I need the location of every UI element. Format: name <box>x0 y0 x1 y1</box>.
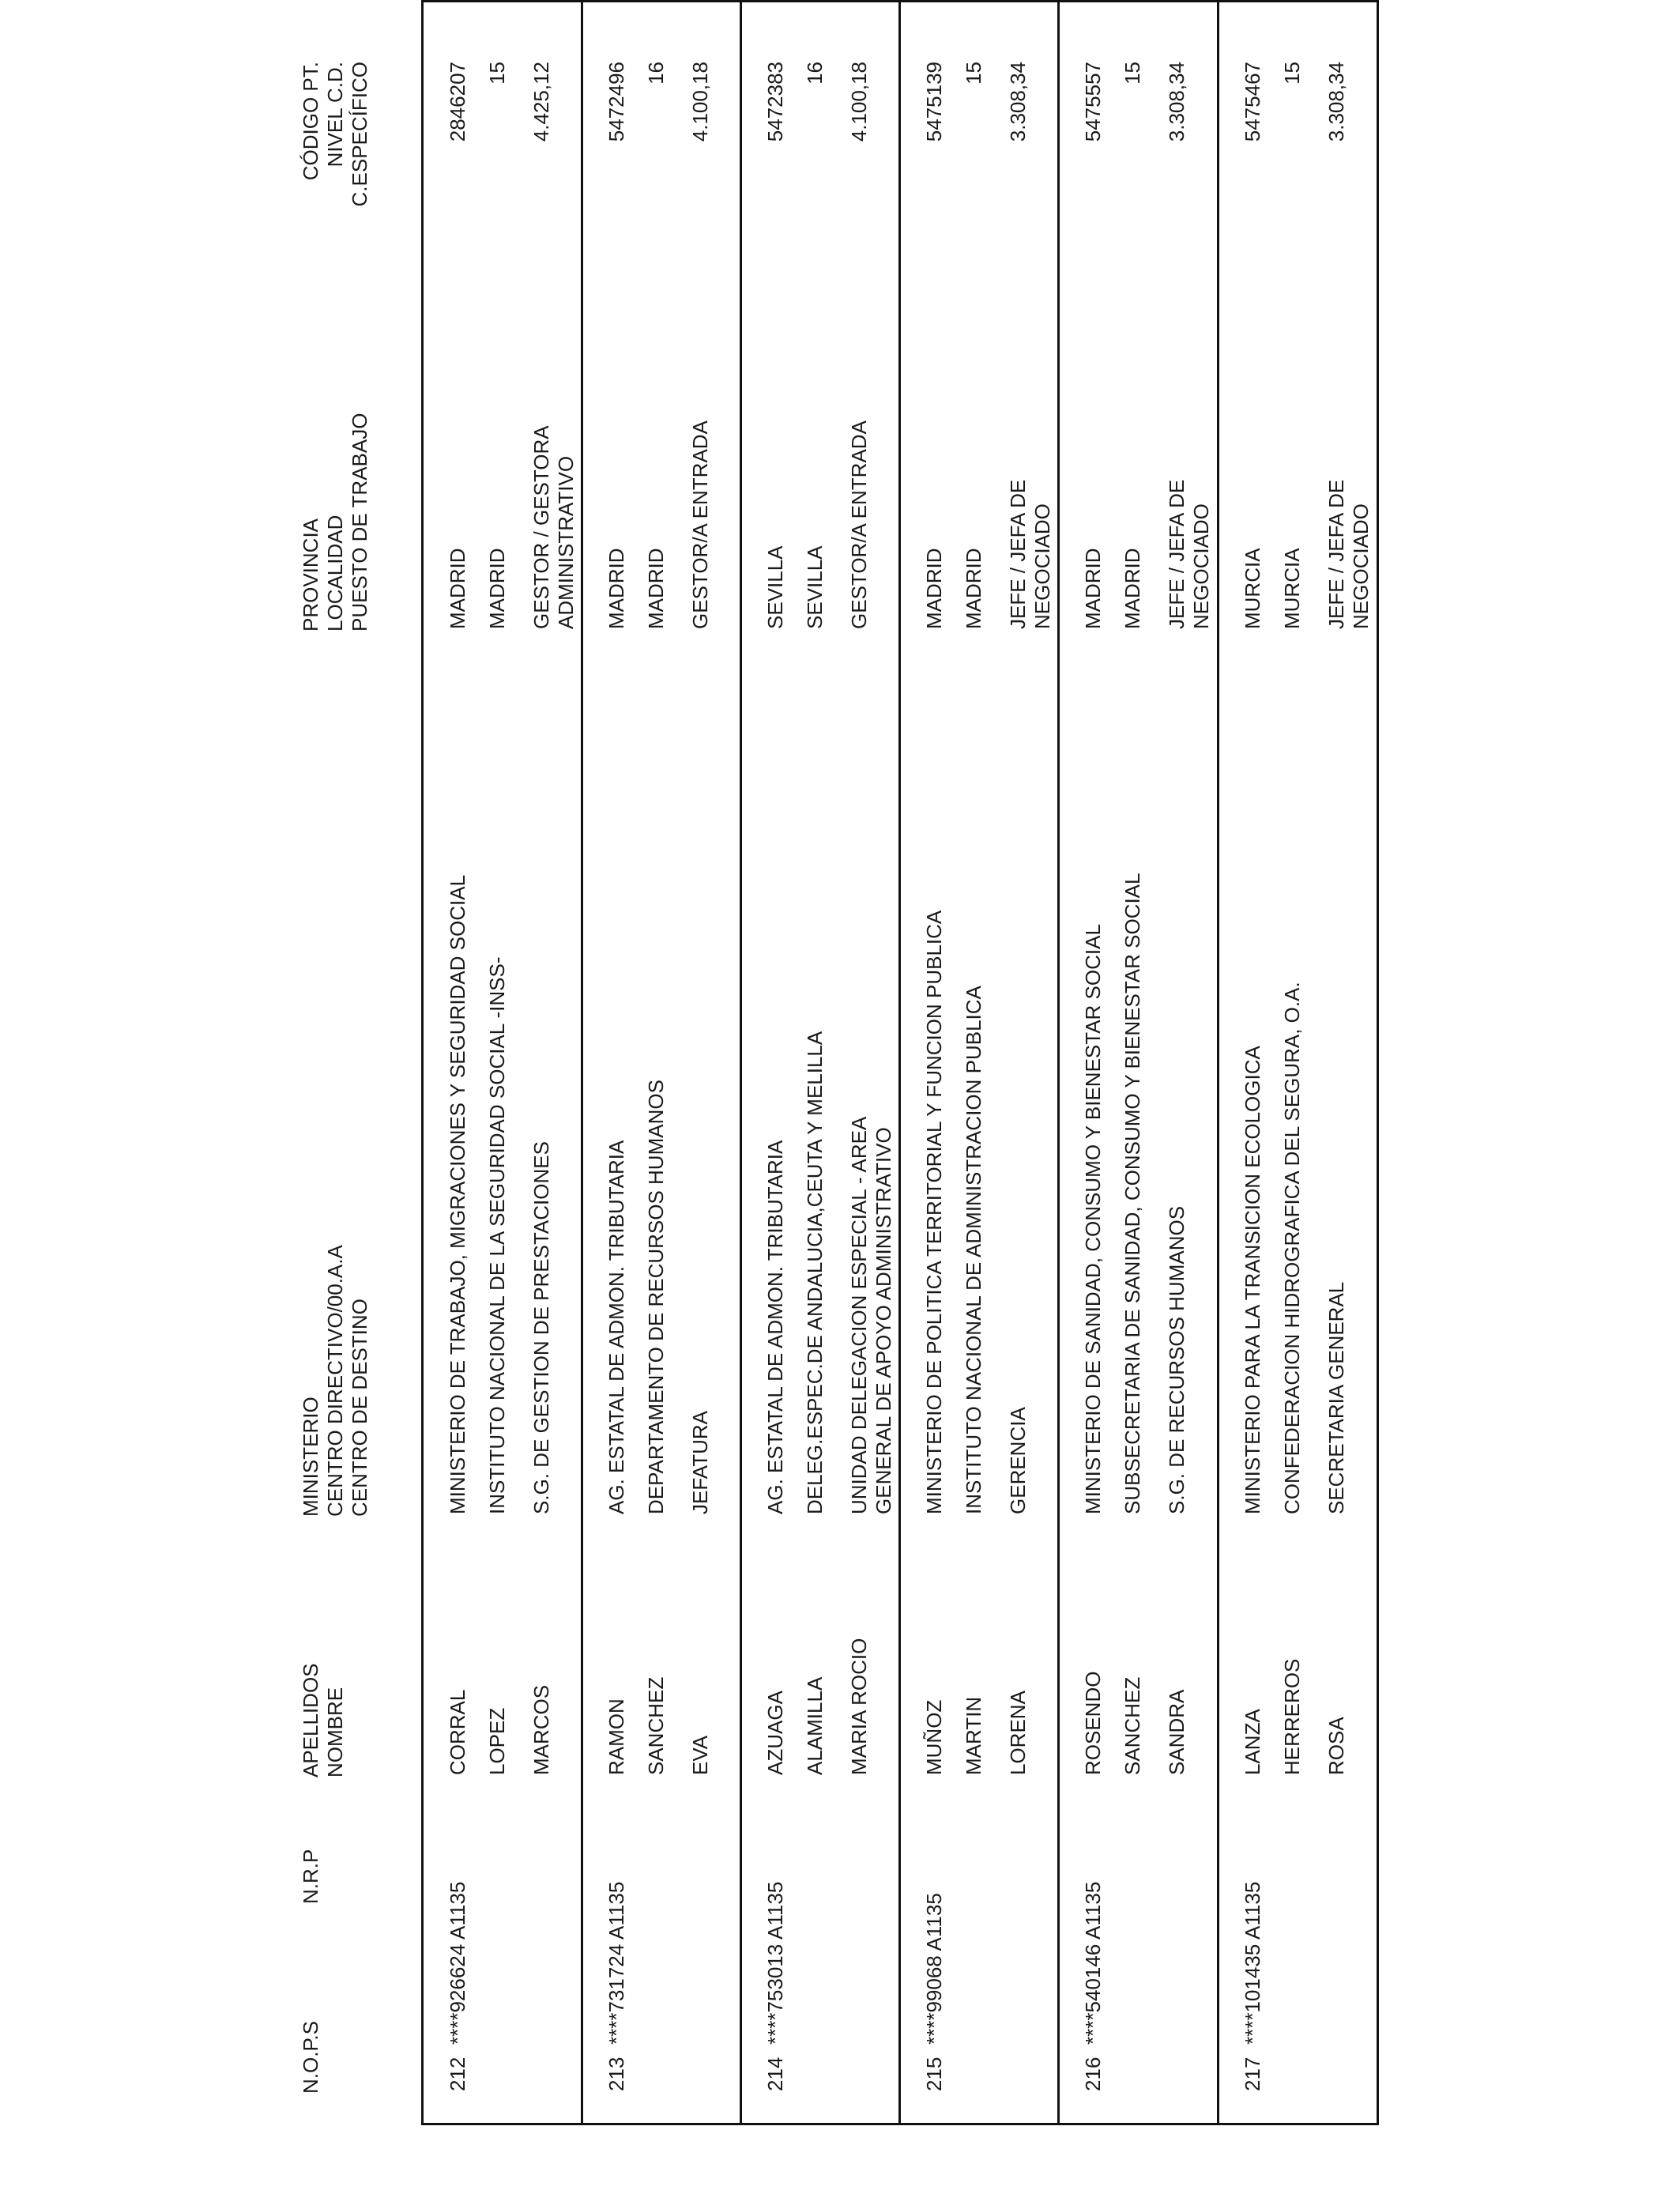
centro-destino-cell: JEFATURA <box>688 1411 712 1514</box>
provincia-cell: MADRID <box>446 548 469 629</box>
ministerio-cell: MINISTERIO DE POLITICA TERRITORIAL Y FUNCION PUBLICA <box>922 910 946 1514</box>
apellido1-cell: CORRAL <box>446 1689 469 1775</box>
header-nrp <box>299 1849 323 1904</box>
centro-destino-cell: S.G. DE RECURSOS HUMANOS <box>1165 1205 1188 1514</box>
codigo-cell: 5472496 <box>605 62 628 142</box>
header-nops-label: N.O.P.S <box>299 2020 322 2094</box>
header-localidad-label: LOCALIDAD <box>323 515 347 631</box>
nombre-cell: MARCOS <box>529 1684 553 1775</box>
provincia-cell: MADRID <box>922 548 946 629</box>
ministerio-cell: MINISTERIO DE SANIDAD, CONSUMO Y BIENESTAR SOCIAL <box>1081 924 1105 1514</box>
nivel-cell: 15 <box>962 62 985 85</box>
header-puesto-label: PUESTO DE TRABAJO <box>348 413 371 631</box>
centro-directivo-cell: SUBSECRETARIA DE SANIDAD, CONSUMO Y BIENESTAR SOCIAL <box>1121 873 1144 1514</box>
header-apellidos-label: APELLIDOS <box>299 1663 322 1777</box>
localidad-cell: SEVILLA <box>803 545 827 629</box>
provincia-cell: SEVILLA <box>763 545 787 629</box>
nivel-cell: 16 <box>803 62 827 85</box>
header-nivel-label: NIVEL C.D. <box>323 62 347 168</box>
nrp-cell: ****540146 A1135 <box>1081 1881 1105 2045</box>
puesto-cell: JEFE / JEFA DE NEGOCIADO <box>1165 479 1213 629</box>
nops-cell: 212 <box>446 2056 469 2091</box>
nops-cell: 214 <box>763 2056 787 2091</box>
codigo-cell: 5475557 <box>1081 62 1105 142</box>
nombre-cell: ROSA <box>1324 1717 1348 1775</box>
localidad-cell: MADRID <box>962 548 985 629</box>
header-especifico-label: C.ESPECÍFICO <box>348 62 371 207</box>
nivel-cell: 15 <box>485 62 509 85</box>
nrp-cell: ****99068 A1135 <box>922 1893 946 2045</box>
ministerio-cell: AG. ESTATAL DE ADMON. TRIBUTARIA <box>763 1140 787 1514</box>
apellido1-cell: LANZA <box>1241 1709 1264 1775</box>
centro-directivo-cell: DELEG.ESPEC.DE ANDALUCIA,CEUTA Y MELILLA <box>803 1031 827 1514</box>
especifico-cell: 4.100,18 <box>847 62 871 142</box>
table-frame <box>421 0 1379 2125</box>
centro-directivo-cell: INSTITUTO NACIONAL DE ADMINISTRACION PUBLICA <box>962 986 985 1514</box>
ministerio-cell: AG. ESTATAL DE ADMON. TRIBUTARIA <box>605 1140 628 1514</box>
apellido1-cell: AZUAGA <box>763 1691 787 1775</box>
header-provincia <box>299 413 372 631</box>
row-separator <box>1057 0 1060 2123</box>
especifico-cell: 4.100,18 <box>688 62 712 142</box>
row-separator <box>740 0 742 2123</box>
puesto-cell: GESTOR/A ENTRADA <box>847 420 871 629</box>
especifico-cell: 3.308,34 <box>1324 62 1348 142</box>
especifico-cell: 3.308,34 <box>1165 62 1188 142</box>
puesto-cell: JEFE / JEFA DE NEGOCIADO <box>1324 479 1373 629</box>
puesto-cell: GESTOR/A ENTRADA <box>688 420 712 629</box>
nrp-cell: ****731724 A1135 <box>605 1881 628 2045</box>
nivel-cell: 16 <box>644 62 668 85</box>
centro-destino-cell: S.G. DE GESTION DE PRESTACIONES <box>529 1141 553 1514</box>
apellido2-cell: ALAMILLA <box>803 1676 827 1775</box>
nombre-cell: LORENA <box>1006 1691 1030 1775</box>
centro-destino-cell: SECRETARIA GENERAL <box>1324 1281 1348 1514</box>
localidad-cell: MADRID <box>644 548 668 629</box>
nops-cell: 213 <box>605 2056 628 2091</box>
nombre-cell: SANDRA <box>1165 1689 1188 1775</box>
nivel-cell: 15 <box>1280 62 1304 85</box>
provincia-cell: MURCIA <box>1241 548 1264 629</box>
header-nombre-label: NOMBRE <box>323 1687 347 1777</box>
row-separator <box>581 0 583 2123</box>
provincia-cell: MADRID <box>1081 548 1105 629</box>
localidad-cell: MADRID <box>1121 548 1144 629</box>
nops-cell: 217 <box>1241 2056 1264 2091</box>
centro-directivo-cell: INSTITUTO NACIONAL DE LA SEGURIDAD SOCIAL -INSS- <box>485 956 509 1514</box>
header-name <box>299 1663 348 1777</box>
codigo-cell: 5475139 <box>922 62 946 142</box>
row-separator <box>898 0 901 2123</box>
header-centro-directivo-label: CENTRO DIRECTIVO/00.A.A <box>323 1245 347 1517</box>
ministerio-cell: MINISTERIO DE TRABAJO, MIGRACIONES Y SEGURIDAD SOCIAL <box>446 874 469 1514</box>
header-nrp-label: N.R.P <box>299 1849 322 1904</box>
nombre-cell: EVA <box>688 1735 712 1775</box>
nombre-cell: MARIA ROCIO <box>847 1638 871 1775</box>
puesto-cell: GESTOR / GESTORA ADMINISTRATIVO <box>529 426 578 629</box>
header-provincia-label: PROVINCIA <box>299 518 322 631</box>
apellido1-cell: RAMON <box>605 1698 628 1775</box>
centro-destino-cell: GERENCIA <box>1006 1407 1030 1514</box>
puesto-cell: JEFE / JEFA DE NEGOCIADO <box>1006 479 1054 629</box>
row-separator <box>1217 0 1219 2123</box>
nops-cell: 215 <box>922 2056 946 2091</box>
header-nops <box>299 2021 323 2094</box>
nrp-cell: ****101435 A1135 <box>1241 1881 1264 2045</box>
header-ministerio-label: MINISTERIO <box>299 1397 322 1517</box>
apellido2-cell: HERREROS <box>1280 1658 1304 1775</box>
apellido2-cell: MARTIN <box>962 1696 985 1775</box>
especifico-cell: 4.425,12 <box>529 62 553 142</box>
especifico-cell: 3.308,34 <box>1006 62 1030 142</box>
localidad-cell: MURCIA <box>1280 548 1304 629</box>
header-codigo <box>299 62 372 236</box>
codigo-cell: 5472383 <box>763 62 787 142</box>
apellido1-cell: ROSENDO <box>1081 1671 1105 1775</box>
apellido2-cell: SANCHEZ <box>1121 1676 1144 1775</box>
centro-directivo-cell: DEPARTAMENTO DE RECURSOS HUMANOS <box>644 1080 668 1514</box>
header-centro-destino-label: CENTRO DE DESTINO <box>348 1299 371 1517</box>
apellido2-cell: LOPEZ <box>485 1707 509 1775</box>
nrp-cell: ****926624 A1135 <box>446 1881 469 2045</box>
nivel-cell: 15 <box>1121 62 1144 85</box>
centro-destino-cell: UNIDAD DELEGACION ESPECIAL - AREA GENERAL DE APOYO ADMINISTRATIVO <box>847 1118 895 1514</box>
nops-cell: 216 <box>1081 2056 1105 2091</box>
codigo-cell: 2846207 <box>446 62 469 142</box>
localidad-cell: MADRID <box>485 548 509 629</box>
ministerio-cell: MINISTERIO PARA LA TRANSICION ECOLOGICA <box>1241 1046 1264 1514</box>
nrp-cell: ****753013 A1135 <box>763 1881 787 2045</box>
codigo-cell: 5475467 <box>1241 62 1264 142</box>
apellido2-cell: SANCHEZ <box>644 1676 668 1775</box>
header-codigo-label: CÓDIGO PT. <box>299 62 322 181</box>
header-ministerio <box>299 1245 372 1517</box>
provincia-cell: MADRID <box>605 548 628 629</box>
apellido1-cell: MUÑOZ <box>922 1699 946 1775</box>
centro-directivo-cell: CONFEDERACION HIDROGRAFICA DEL SEGURA, O.A. <box>1280 982 1304 1514</box>
